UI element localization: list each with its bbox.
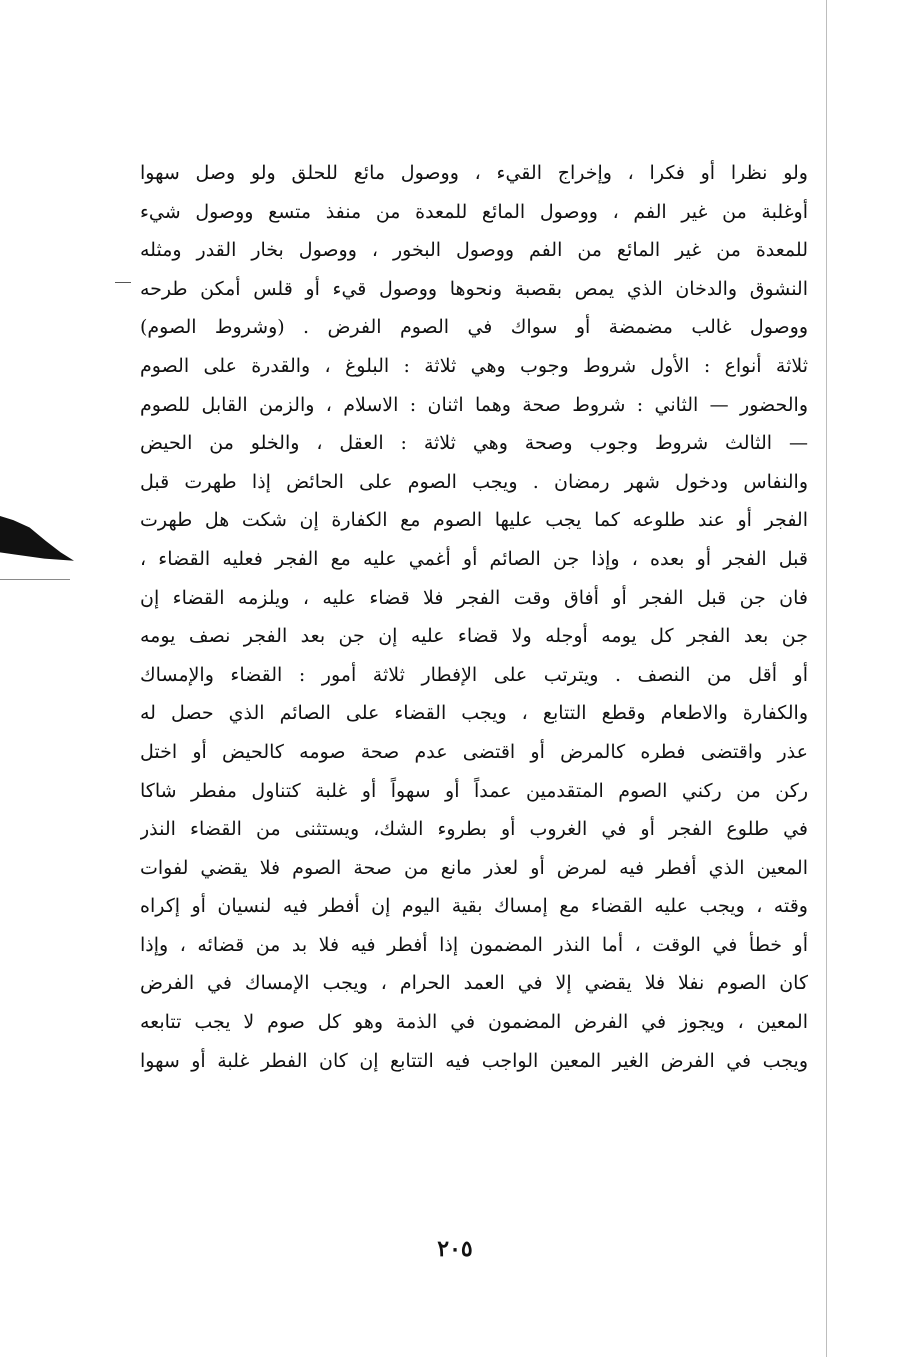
text-line: النشوق والدخان الذي يمص بقصبة ونحوها ووصول قيء أو قلس أمكن طرحه bbox=[140, 277, 808, 300]
text-line: والحضور — الثاني : شروط صحة وهما اثنان : الاسلام ، والزمن القابل للصوم bbox=[140, 393, 808, 416]
text-line: كان الصوم نفلا فلا يقضي إلا في العمد الحرام ، ويجب الإمساك في الفرض bbox=[140, 972, 808, 995]
text-line: أوغلبة من غير الفم ، ووصول المائع للمعدة من منفذ متسع ووصول شيء bbox=[140, 200, 808, 223]
text-line: الفجر أو عند طلوعه كما يجب عليها الصوم مع الكفارة إن شكت هل طهرت bbox=[140, 509, 808, 532]
text-line: ووصول غالب مضمضة أو سواك في الصوم الفرض . (وشروط الصوم) bbox=[140, 316, 808, 339]
page-number: ٢٠٥ bbox=[437, 1236, 473, 1262]
text-line: ولو نظرا أو فكرا ، وإخراج القيء ، ووصول مائع للحلق ولو وصل سهوا bbox=[140, 162, 808, 184]
text-line: جن بعد الفجر كل يومه أوجله ولا قضاء عليه إن جن بعد الفجر نصف يومه bbox=[140, 625, 808, 648]
scan-edge-mark bbox=[0, 516, 74, 568]
text-line: المعين ، ويجوز في الفرض المضمون في الذمة وهو كل صوم لا يجب تتابعه bbox=[140, 1011, 808, 1034]
text-line: المعين الذي أفطر فيه لمرض أو لعذر مانع من صحة الصوم فلا يقضي لفوات bbox=[140, 856, 808, 879]
text-line: ركن من ركني الصوم المتقدمين عمداً أو سهواً أو غلبة كتناول مفطر شاكا bbox=[140, 779, 808, 802]
text-line: والنفاس ودخول شهر رمضان . ويجب الصوم على الحائض إذا طهرت قبل bbox=[140, 470, 808, 493]
text-line: ثلاثة أنواع : الأول شروط وجوب وهي ثلاثة : البلوغ ، والقدرة على الصوم bbox=[140, 354, 808, 377]
text-line: فان جن قبل الفجر أو أفاق وقت الفجر فلا قضاء عليه ، ويلزمه القضاء إن bbox=[140, 586, 808, 609]
text-line: والكفارة والاطعام وقطع التتابع ، ويجب القضاء على الصائم الذي حصل له bbox=[140, 702, 808, 725]
text-line: في طلوع الفجر أو في الغروب أو بطروء الشك، ويستثنى من القضاء النذر bbox=[140, 818, 808, 841]
body-text bbox=[140, 154, 808, 1080]
text-line: قبل الفجر أو بعده ، وإذا جن الصائم أو أغمي عليه مع الفجر فعليه القضاء ، bbox=[140, 547, 808, 570]
text-line: للمعدة من غير المائع من الفم ووصول البخور ، ووصول بخار القدر ومثله bbox=[140, 239, 808, 262]
margin-mark bbox=[115, 282, 131, 283]
text-line: — الثالث شروط وجوب وصحة وهي ثلاثة : العقل ، والخلو من الحيض bbox=[140, 432, 808, 455]
text-line: أو خطأ في الوقت ، أما النذر المضمون إذا أفطر فيه فلا بد من قضائه ، وإذا bbox=[140, 933, 808, 956]
page-edge-line bbox=[826, 0, 827, 1357]
text-line: وقته ، ويجب عليه القضاء مع إمساك بقية اليوم إن أفطر فيه لنسيان أو إكراه bbox=[140, 895, 808, 918]
scan-edge-rule bbox=[0, 579, 70, 580]
text-line: أو أقل من النصف . ويترتب على الإفطار ثلاثة أمور : القضاء والإمساك bbox=[140, 663, 808, 686]
text-line: ويجب في الفرض الغير المعين الواجب فيه التتابع إن كان الفطر غلبة أو سهوا bbox=[140, 1049, 808, 1072]
text-line: عذر واقتضى فطره كالمرض أو اقتضى عدم صحة صومه كالحيض أو اختل bbox=[140, 740, 808, 763]
